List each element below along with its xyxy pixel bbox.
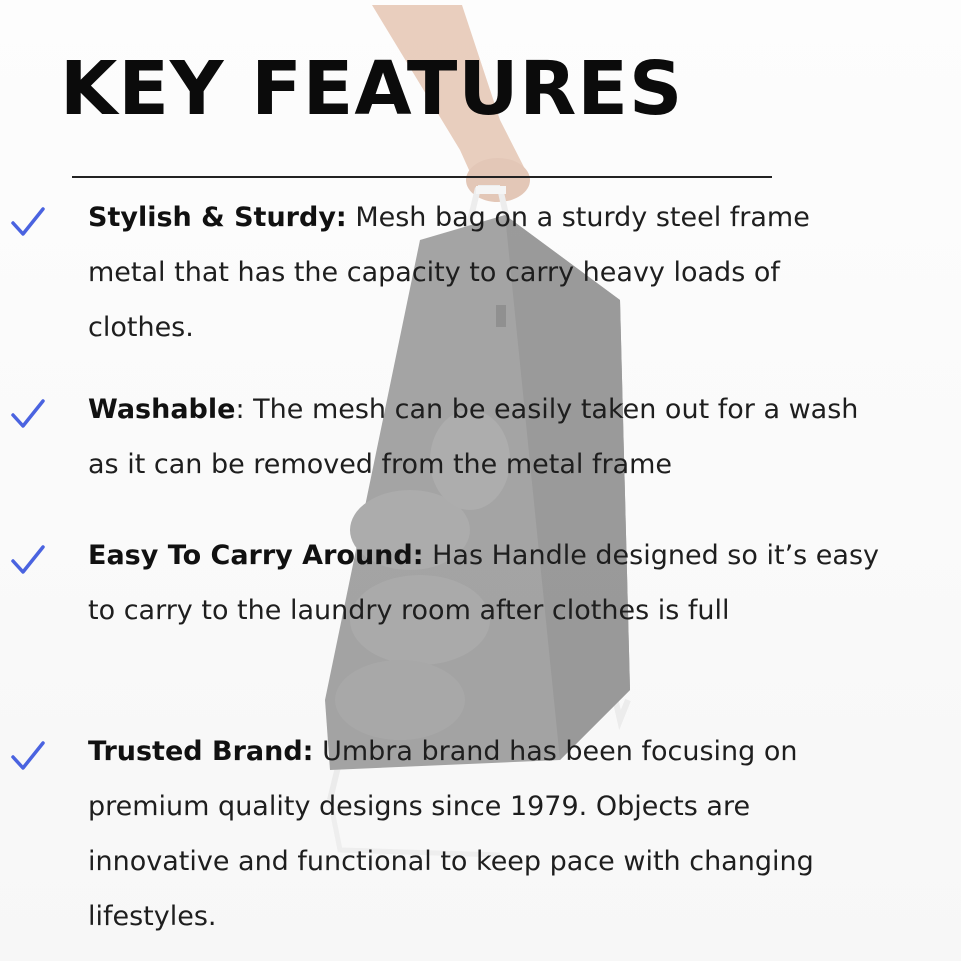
feature-label: Stylish & Sturdy bbox=[88, 202, 336, 233]
checkmark-icon bbox=[10, 398, 46, 430]
feature-text bbox=[88, 528, 888, 638]
feature-description: Mesh bag on a sturdy steel frame metal that has the capacity to carry heavy loads of clothes. bbox=[88, 202, 810, 343]
feature-separator: : bbox=[412, 540, 424, 571]
feature-description: Has Handle designed so it’s easy to carry to the laundry room after clothes is full bbox=[88, 540, 879, 626]
feature-text bbox=[88, 382, 888, 492]
feature-separator: : bbox=[235, 394, 245, 425]
feature-text bbox=[88, 724, 888, 944]
feature-label: Trusted Brand bbox=[88, 736, 303, 767]
page-title: KEY FEATURES bbox=[60, 46, 684, 132]
feature-label: Washable bbox=[88, 394, 236, 425]
feature-description: Umbra brand has been focusing on premium quality designs since 1979. Objects are innovative and functional to keep pace with changing lifestyles. bbox=[88, 736, 814, 932]
feature-label: Easy To Carry Around bbox=[88, 540, 413, 571]
feature-separator: : bbox=[302, 736, 314, 767]
checkmark-icon bbox=[10, 544, 46, 576]
feature-separator: : bbox=[335, 202, 347, 233]
checkmark-icon bbox=[10, 206, 46, 238]
feature-description: The mesh can be easily taken out for a wash as it can be removed from the metal frame bbox=[88, 394, 859, 480]
checkmark-icon bbox=[10, 740, 46, 772]
feature-text bbox=[88, 190, 888, 355]
title-divider bbox=[72, 176, 772, 178]
